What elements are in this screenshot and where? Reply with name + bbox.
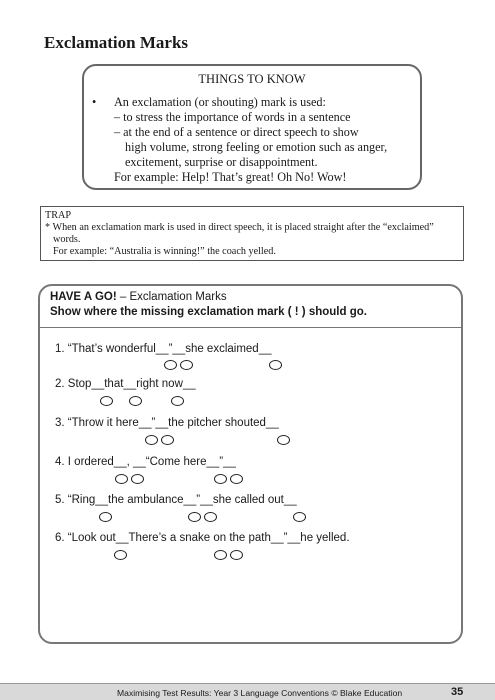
know-line: high volume, strong feeling or emotion such as anger, bbox=[125, 140, 388, 154]
answer-oval[interactable] bbox=[269, 360, 282, 370]
trap-line: For example: “Australia is winning!” the coach yelled. bbox=[53, 246, 276, 257]
know-line: – to stress the importance of words in a sentence bbox=[114, 110, 351, 124]
know-line: For example: Help! That’s great! Oh No! Wow! bbox=[114, 170, 347, 184]
answer-oval[interactable] bbox=[129, 396, 142, 406]
question-2: 2. Stop__that__right now__ bbox=[55, 378, 196, 390]
question-3: 3. “Throw it here__”__the pitcher shouted__ bbox=[55, 417, 279, 429]
answer-oval[interactable] bbox=[114, 550, 127, 560]
know-line: – at the end of a sentence or direct speech to show bbox=[114, 125, 359, 139]
answer-oval[interactable] bbox=[230, 550, 243, 560]
answer-oval[interactable] bbox=[214, 550, 227, 560]
trap-box bbox=[40, 206, 464, 261]
footer-text: Maximising Test Results: Year 3 Language Conventions © Blake Education bbox=[117, 688, 403, 698]
have-a-go-heading bbox=[50, 291, 227, 303]
answer-oval[interactable] bbox=[214, 474, 227, 484]
have-a-go-header bbox=[40, 286, 461, 328]
question-4: 4. I ordered__, __“Come here__”__ bbox=[55, 456, 236, 468]
have-a-go-heading-bold: HAVE A GO! bbox=[50, 291, 117, 303]
have-a-go-instruction: Show where the missing exclamation mark ( ! ) should go. bbox=[50, 306, 367, 318]
answer-oval[interactable] bbox=[99, 512, 112, 522]
answer-oval[interactable] bbox=[164, 360, 177, 370]
have-a-go-heading-rest: – Exclamation Marks bbox=[116, 291, 227, 303]
question-1: 1. “That’s wonderful__”__she exclaimed__ bbox=[55, 343, 272, 355]
answer-oval[interactable] bbox=[145, 435, 158, 445]
answer-oval[interactable] bbox=[180, 360, 193, 370]
trap-line: words. bbox=[53, 234, 81, 245]
answer-oval[interactable] bbox=[100, 396, 113, 406]
page-title: Exclamation Marks bbox=[44, 33, 189, 52]
things-to-know-box bbox=[82, 64, 422, 190]
answer-oval[interactable] bbox=[161, 435, 174, 445]
answer-oval[interactable] bbox=[230, 474, 243, 484]
answer-oval[interactable] bbox=[293, 512, 306, 522]
answer-oval[interactable] bbox=[115, 474, 128, 484]
answer-oval[interactable] bbox=[204, 512, 217, 522]
answer-oval[interactable] bbox=[188, 512, 201, 522]
answer-oval[interactable] bbox=[131, 474, 144, 484]
answer-oval[interactable] bbox=[171, 396, 184, 406]
know-line: excitement, surprise or disappointment. bbox=[125, 155, 318, 169]
bullet-icon: • bbox=[92, 95, 97, 109]
trap-heading: TRAP bbox=[45, 210, 72, 221]
things-to-know-heading: THINGS TO KNOW bbox=[198, 72, 306, 86]
question-6: 6. “Look out__There’s a snake on the path__”__he yelled. bbox=[55, 532, 350, 544]
page-number: 35 bbox=[451, 686, 464, 698]
question-5: 5. “Ring__the ambulance__”__she called out__ bbox=[55, 494, 297, 506]
know-line: An exclamation (or shouting) mark is used: bbox=[114, 95, 326, 109]
have-a-go-box bbox=[38, 284, 463, 644]
trap-line: * When an exclamation mark is used in direct speech, it is placed straight after the “exclaimed” bbox=[45, 222, 434, 233]
answer-oval[interactable] bbox=[277, 435, 290, 445]
